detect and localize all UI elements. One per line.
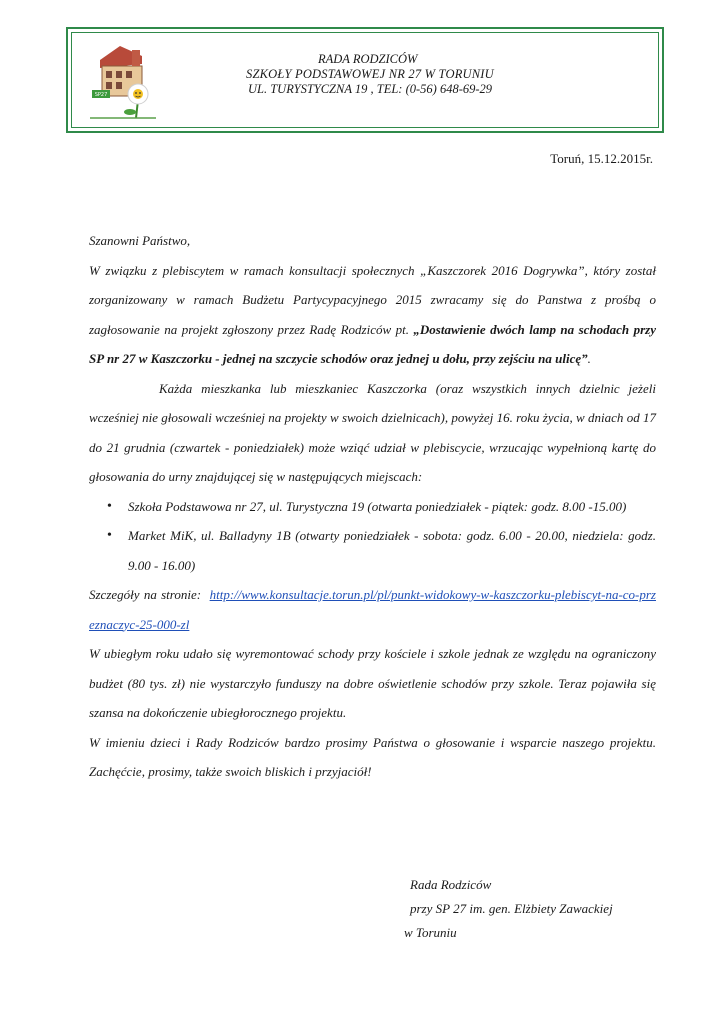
svg-text:SP27: SP27 <box>94 92 108 98</box>
header-text <box>190 52 550 97</box>
details-link[interactable]: http://www.konsultacje.torun.pl/pl/punkt-widokowy-w-kaszczorku-plebiscyt-na-co-przeznaczyc-25-000-zl <box>89 587 656 632</box>
paragraph-closing: W imieniu dzieci i Rady Rodziców bardzo prosimy Państwa o głosowanie i wsparcie naszego projektu. Zachęćcie, prosimy, także swoich bliskich i przyjaciół! <box>89 734 656 779</box>
header-line-organization: RADA RODZICÓW <box>318 52 418 66</box>
voting-place-item: • Market MiK, ul. Balladyny 1B (otwarty poniedziałek - sobota: godz. 6.00 - 20.00, niedziela: godz. 9.00 - 16.00) <box>128 521 656 580</box>
letter-body <box>89 226 656 787</box>
greeting: Szanowni Państwo, <box>89 233 191 248</box>
letter-date: Toruń, 15.12.2015r. <box>550 151 653 166</box>
paragraph-intro-text: W związku z plebiscytem w ramach konsultacji społecznych „Kaszczorek 2016 Dogrywka”, który został zorganizowany w ramach Budżetu Partycypacyjnego 2015 zwracamy się do Panstwa z prośbą o zagłosowanie na projekt zgłoszony przez Radę Rodziców pt. <box>89 262 656 337</box>
details-line <box>89 580 656 639</box>
header-line-address: UL. TURYSTYCZNA 19 , TEL: (0-56) 648-69-29 <box>248 82 493 96</box>
signature-line-school: przy SP 27 im. gen. Elżbiety Zawackiej <box>410 901 613 916</box>
header-line-school: SZKOŁY PODSTAWOWEJ NR 27 W TORUNIU <box>246 67 494 81</box>
signature-line-city: w Toruniu <box>404 925 457 940</box>
school-logo <box>86 42 160 122</box>
signature-line-council: Rada Rodziców <box>410 877 492 892</box>
paragraph-intro <box>89 256 656 374</box>
paragraph-intro-end: . <box>587 351 591 366</box>
paragraph-background: W ubiegłym roku udało się wyremontować schody przy kościele i szkole jednak ze względu na ograniczony budżet (80 tys. zł) nie wystarczyło funduszy na dobre oświetlenie schodów przy szkole. Teraz pojawiła się szansa na dokończenie ubiegłorocznego projektu. <box>89 646 656 720</box>
signature-block <box>404 873 613 945</box>
paragraph-voting-info: Każda mieszkanka lub mieszkaniec Kaszczorka (oraz wszystkich innych dzielnic jeżeli wcześniej nie głosowali wcześniej na projekty w swoich dzielnicach), powyżej 16. roku życia, w dniach od 17 do 21 grudnia (czwartek - poniedziałek) może wziąć udział w plebiscycie, wrzucając wypełnioną kartę do głosowania do urny znajdującej się w następujących miejscach: <box>89 380 656 484</box>
details-label: Szczegóły na stronie: <box>89 587 210 602</box>
project-title: „Dostawienie dwóch lamp na schodach przy SP nr 27 w Kaszczorku - jednej na szczycie schodów oraz jednej u dołu, przy zejściu na ulicę” <box>89 321 657 366</box>
voting-places-list <box>89 492 656 581</box>
voting-place-item: • Szkoła Podstawowa nr 27, ul. Turystyczna 19 (otwarta poniedziałek - piątek: godz. 8.00 -15.00) <box>128 492 656 522</box>
